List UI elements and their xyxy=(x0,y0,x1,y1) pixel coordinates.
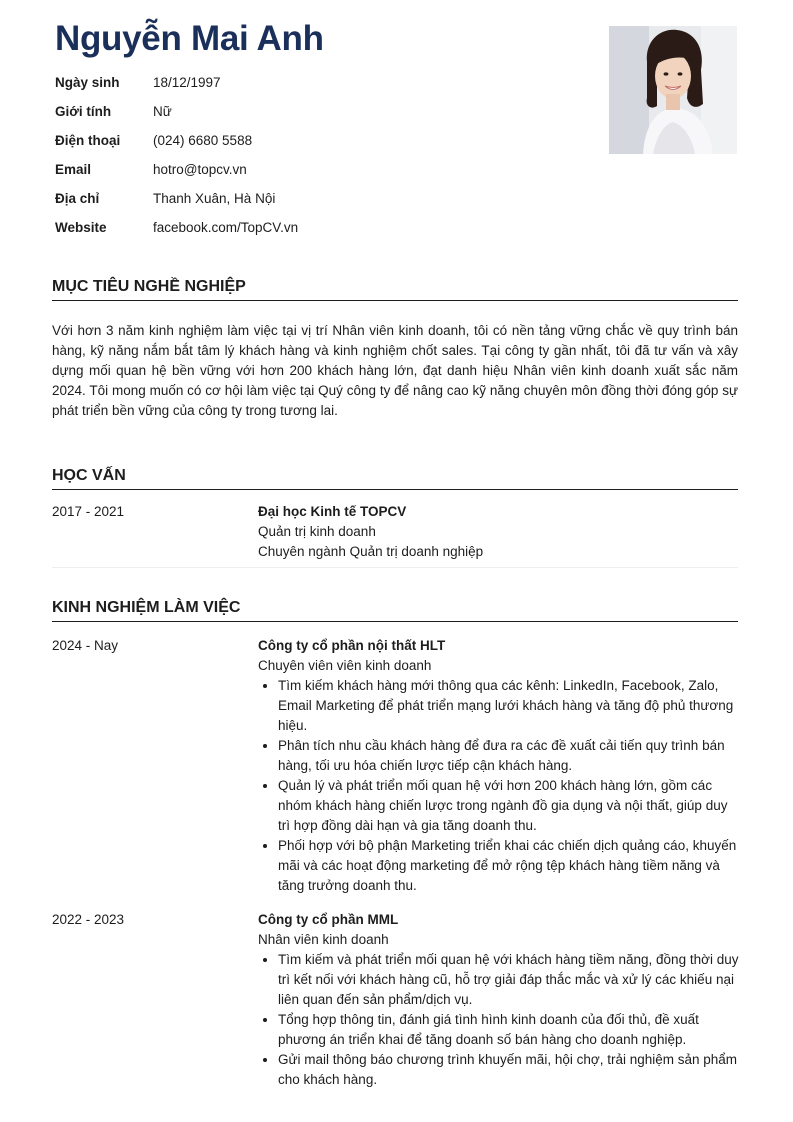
info-label: Ngày sinh xyxy=(55,75,120,90)
info-label: Giới tính xyxy=(55,104,112,119)
profile-photo xyxy=(609,26,737,154)
list-item: • Tìm kiếm và phát triển mối quan hệ với khách hàng tiềm năng, đồng thời duy trì kết nối với khách hàng cũ, hỗ trợ giải đáp thắc mắc và xử lý các khiếu nại liên quan đến sản phẩm/dịch vụ. xyxy=(278,950,740,1010)
school-name: Đại học Kinh tế TOPCV xyxy=(258,504,407,520)
info-row-website xyxy=(55,213,298,242)
list-item: • Gửi mail thông báo chương trình khuyến mãi, hội chợ, trải nghiệm sản phẩm cho khách hàng. xyxy=(278,1050,740,1090)
info-value-gender: Nữ xyxy=(153,104,172,119)
info-value-website: facebook.com/TopCV.vn xyxy=(153,220,299,235)
experience-entry xyxy=(52,910,738,1090)
company-name: Công ty cổ phần MML xyxy=(258,912,399,928)
experience-details xyxy=(258,636,740,896)
list-item: • Quản lý và phát triển mối quan hệ với hơn 200 khách hàng lớn, gồm các nhóm khách hàng chiến lược trong ngành đồ gia dụng và nội thất, giúp duy trì hợp đồng dài hạn và gia tăng doanh thu. xyxy=(278,776,740,836)
degree: Quản trị kinh doanh xyxy=(258,524,376,540)
personal-info xyxy=(55,68,298,242)
job-position: Chuyên viên viên kinh doanh xyxy=(258,658,432,674)
candidate-name: Nguyễn Mai Anh xyxy=(55,19,324,58)
list-item: • Phân tích nhu cầu khách hàng để đưa ra các đề xuất cải tiến quy trình bán hàng, tối ưu hóa chiến lược tiếp cận khách hàng. xyxy=(278,736,740,776)
section-title-experience: KINH NGHIỆM LÀM VIỆC xyxy=(52,598,738,622)
responsibility-list xyxy=(258,676,740,896)
section-title-objective: MỤC TIÊU NGHỀ NGHIỆP xyxy=(52,277,738,301)
list-item: • Phối hợp với bộ phận Marketing triển khai các chiến dịch quảng cáo, khuyến mãi và các hoạt động marketing để mở rộng tệp khách hàng tiềm năng và tăng trưởng doanh thu. xyxy=(278,836,740,896)
job-position: Nhân viên kinh doanh xyxy=(258,932,389,948)
company-name: Công ty cổ phần nội thất HLT xyxy=(258,638,446,654)
info-value-phone: (024) 6680 5588 xyxy=(153,133,253,148)
experience-date: 2024 - Nay xyxy=(52,638,119,654)
info-label: Địa chỉ xyxy=(55,191,100,206)
info-value-email: hotro@topcv.vn xyxy=(153,162,247,177)
education-section xyxy=(52,466,738,568)
experience-entry xyxy=(52,636,738,896)
info-label: Website xyxy=(55,220,107,235)
education-date: 2017 - 2021 xyxy=(52,504,125,520)
education-entry xyxy=(52,502,738,568)
experience-details xyxy=(258,910,740,1090)
info-row-gender xyxy=(55,97,298,126)
objective-text: Với hơn 3 năm kinh nghiệm làm việc tại vị trí Nhân viên kinh doanh, tôi có nền tảng vững chắc về quy trình bán hàng, kỹ năng nắm bắt tâm lý khách hàng và kinh nghiệm chốt sales. Tại công ty gần nhất, tôi đã tư vấn và xây dựng mối quan hệ bền vững với hơn 200 khách hàng lớn, đạt danh hiệu Nhân viên kinh doanh xuất sắc năm 2024. Tôi mong muốn có cơ hội làm việc tại Quý công ty để nâng cao kỹ năng chuyên môn đồng thời đóng góp sự phát triển bền vững của công ty trong tương lai. xyxy=(52,323,738,419)
info-row-address xyxy=(55,184,298,213)
portrait-icon xyxy=(609,26,737,154)
info-label: Điện thoại xyxy=(55,133,121,148)
experience-section xyxy=(52,598,738,1090)
info-row-email xyxy=(55,155,298,184)
info-label: Email xyxy=(55,162,92,177)
responsibility-list xyxy=(258,950,740,1090)
info-row-birthdate xyxy=(55,68,298,97)
experience-date: 2022 - 2023 xyxy=(52,912,125,928)
info-row-phone xyxy=(55,126,298,155)
objective-section xyxy=(52,277,738,421)
list-item: • Tổng hợp thông tin, đánh giá tình hình kinh doanh của đối thủ, đề xuất phương án triển khai để tăng doanh số bán hàng cho doanh nghiệp. xyxy=(278,1010,740,1050)
section-title-education: HỌC VẤN xyxy=(52,466,738,490)
major: Chuyên ngành Quản trị doanh nghiệp xyxy=(258,544,484,560)
education-details xyxy=(258,502,738,562)
list-item: • Tìm kiếm khách hàng mới thông qua các kênh: LinkedIn, Facebook, Zalo, Email Marketing để phát triển mạng lưới khách hàng và tăng độ phủ thương hiệu. xyxy=(278,676,740,736)
info-value-address: Thanh Xuân, Hà Nội xyxy=(153,191,276,206)
info-value-birthdate: 18/12/1997 xyxy=(153,75,221,90)
